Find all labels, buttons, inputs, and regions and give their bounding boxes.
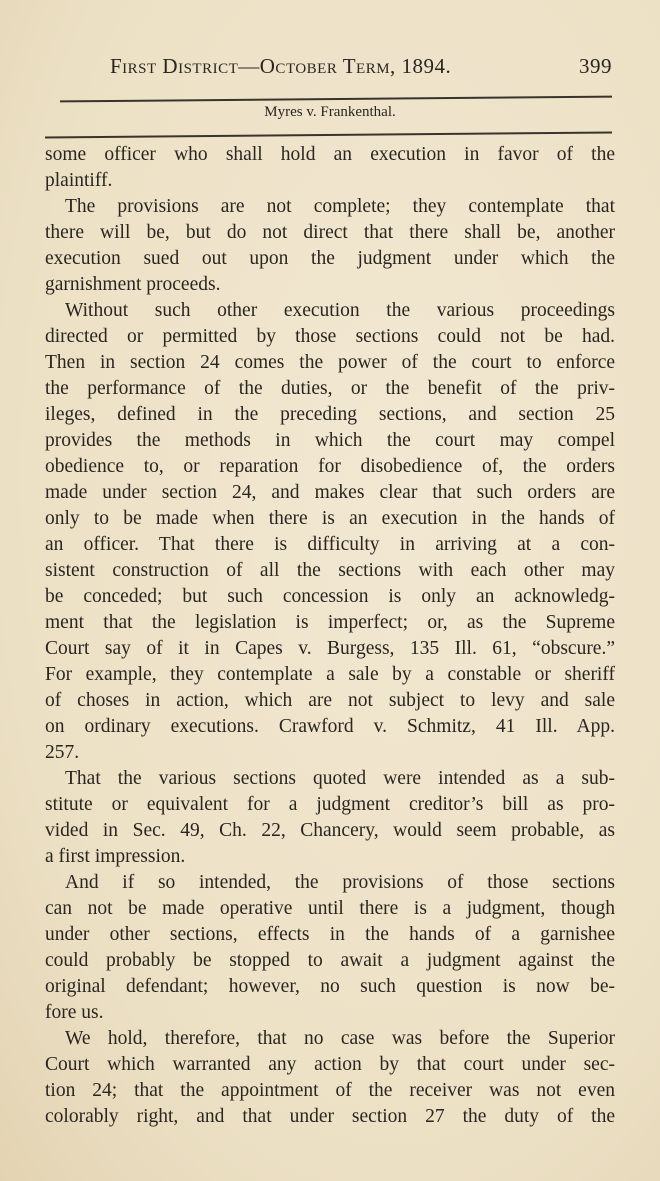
- text-line: ment that the legislation is imperfect; or, as the Supreme: [45, 612, 615, 633]
- text-line: That the various sections quoted were intended as a sub-: [65, 768, 615, 789]
- page-number: 399: [579, 54, 612, 78]
- text-line: sistent construction of all the sections with each other may: [45, 560, 615, 581]
- text-line: of choses in action, which are not subject to levy and sale: [45, 690, 615, 711]
- text-line: the performance of the duties, or the benefit of the priv-: [45, 378, 615, 399]
- text-line: Court which warranted any action by that court under sec-: [45, 1054, 615, 1075]
- header-rule: [60, 96, 612, 102]
- text-line: We hold, therefore, that no case was before the Superior: [65, 1028, 615, 1049]
- text-line: an officer. That there is difficulty in arriving at a con-: [45, 534, 615, 555]
- text-line: be conceded; but such concession is only an acknowledg-: [45, 586, 615, 607]
- text-line: Without such other execution the various proceedings: [65, 300, 615, 321]
- text-line: ileges, defined in the preceding sections, and section 25: [45, 404, 615, 425]
- text-line: original defendant; however, no such question is now be-: [45, 976, 615, 997]
- text-line: 257.: [45, 742, 80, 763]
- text-line: obedience to, or reparation for disobedience of, the orders: [45, 456, 615, 477]
- text-line: there will be, but do not direct that there shall be, another: [45, 222, 615, 243]
- text-line: made under section 24, and makes clear that such orders are: [45, 482, 615, 503]
- text-line: could probably be stopped to await a judgment against the: [45, 950, 615, 971]
- text-line: fore us.: [45, 1002, 104, 1023]
- text-line: under other sections, effects in the hands of a garnishee: [45, 924, 615, 945]
- text-line: Court say of it in Capes v. Burgess, 135 Ill. 61, “obscure.”: [45, 638, 615, 659]
- case-rule: [45, 132, 612, 138]
- text-line: vided in Sec. 49, Ch. 22, Chancery, would seem probable, as: [45, 820, 615, 841]
- text-line: provides the methods in which the court may compel: [45, 430, 615, 451]
- text-line: plaintiff.: [45, 170, 113, 191]
- case-title: Myres v. Frankenthal.: [264, 104, 396, 120]
- text-line: some officer who shall hold an execution in favor of the: [45, 144, 615, 165]
- text-line: Then in section 24 comes the power of the court to enforce: [45, 352, 615, 373]
- text-line: tion 24; that the appointment of the receiver was not even: [45, 1080, 615, 1101]
- text-line: directed or permitted by those sections could not be had.: [45, 326, 615, 347]
- text-line: colorably right, and that under section 27 the duty of the: [45, 1106, 615, 1127]
- text-line: stitute or equivalent for a judgment creditor’s bill as pro-: [45, 794, 615, 815]
- running-title: First District—October Term, 1894.: [110, 54, 452, 78]
- text-line: execution sued out upon the judgment under which the: [45, 248, 615, 269]
- text-line: on ordinary executions. Crawford v. Schmitz, 41 Ill. App.: [45, 716, 615, 737]
- text-line: a first impression.: [45, 846, 186, 867]
- text-line: only to be made when there is an execution in the hands of: [45, 508, 615, 529]
- text-line: can not be made operative until there is a judgment, though: [45, 898, 615, 919]
- running-header: [110, 54, 612, 79]
- text-line: garnishment proceeds.: [45, 274, 221, 295]
- text-line: And if so intended, the provisions of those sections: [65, 872, 615, 893]
- body-text: [45, 142, 615, 1130]
- text-line: The provisions are not complete; they contemplate that: [65, 196, 615, 217]
- text-line: For example, they contemplate a sale by a constable or sheriff: [45, 664, 615, 685]
